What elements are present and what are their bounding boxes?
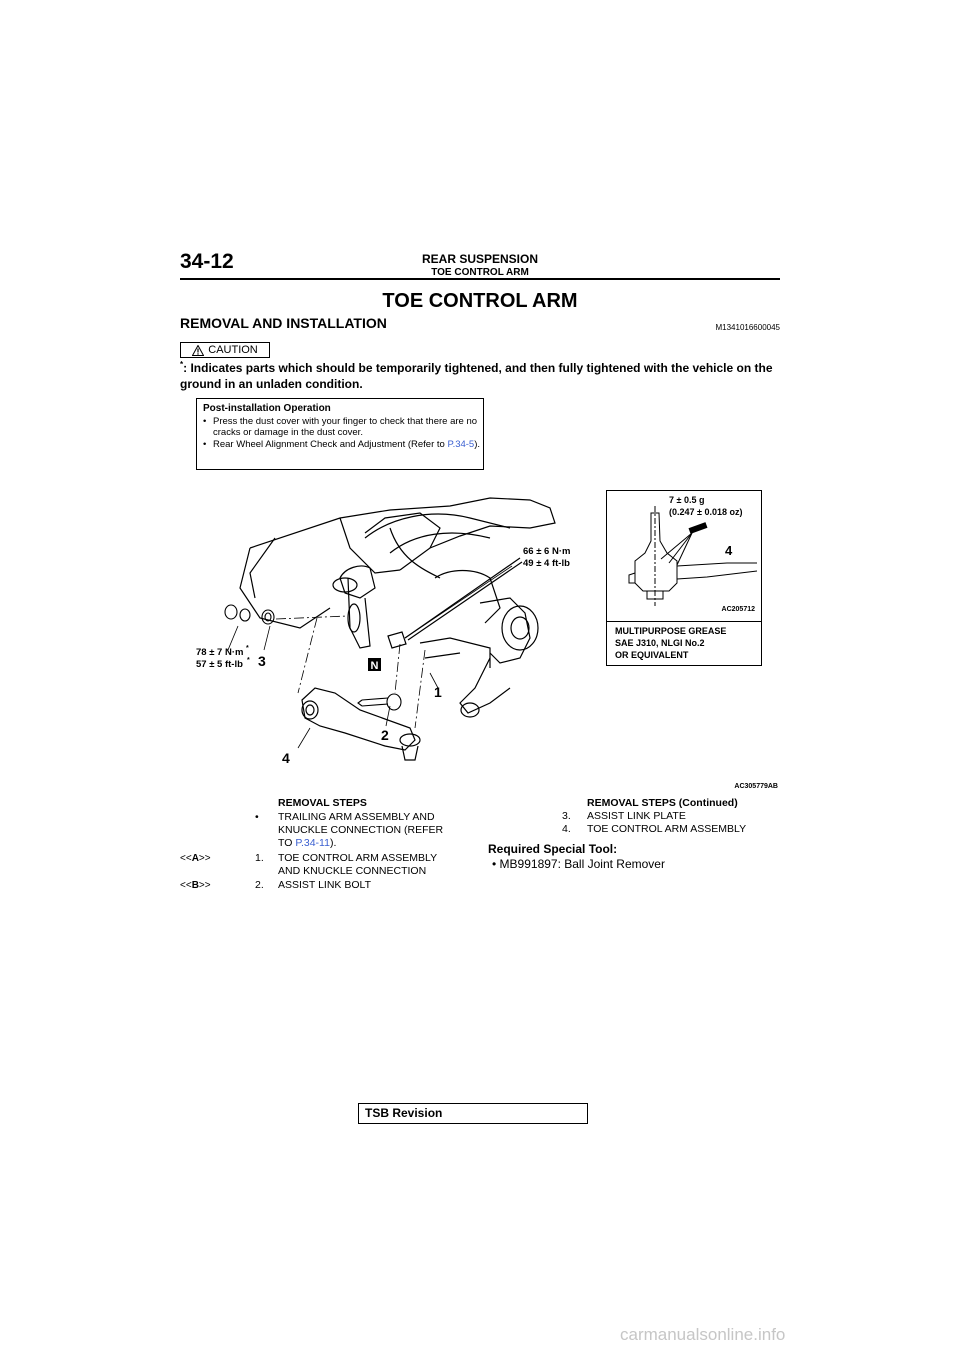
tsb-revision-label: TSB Revision	[365, 1106, 443, 1120]
figure-code: AC305779AB	[734, 783, 778, 790]
grease-spec-line: MULTIPURPOSE GREASE	[615, 626, 727, 636]
bullet: •	[203, 439, 207, 450]
service-point-code	[180, 852, 211, 865]
caution-badge	[180, 342, 270, 358]
header-rule	[180, 278, 780, 280]
post-installation-text-end: ).	[474, 439, 481, 450]
torque-upper-ftlb: 49 ± 4 ft-lb	[523, 558, 570, 569]
grease-gun-icon	[661, 522, 707, 565]
caution-label: CAUTION	[208, 344, 258, 356]
grease-amount: 7 ± 0.5 g	[669, 495, 705, 505]
special-tool-text: MB991897: Ball Joint Remover	[499, 857, 665, 871]
refer-text-end: ).	[329, 837, 337, 849]
asterisk-mark: *	[180, 360, 184, 369]
grease-amount-oz: (0.247 ± 0.018 oz)	[669, 507, 743, 517]
torque-upper-nm: 66 ± 6 N·m	[523, 546, 571, 557]
code-bracket: >>	[198, 853, 211, 864]
special-tool-item	[492, 857, 665, 871]
step-number: 3.	[562, 810, 571, 822]
code-bracket: <<	[180, 853, 192, 864]
post-installation-text: Press the dust cover with your finger to check that there are no cracks or damage in the dust cover.	[213, 416, 478, 438]
code-letter: A	[191, 853, 199, 864]
step-number: 2.	[255, 879, 264, 891]
bullet: •	[203, 416, 207, 427]
tsb-revision-box	[358, 1103, 588, 1124]
ball-joint-illustration	[629, 506, 757, 606]
removal-step-text: TOE CONTROL ARM ASSEMBLY	[587, 823, 747, 835]
removal-step-text	[278, 837, 336, 850]
watermark: carmanualsonline.info	[620, 1325, 786, 1344]
step-number: 4.	[562, 823, 571, 835]
removal-steps-continued-title: REMOVAL STEPS (Continued)	[587, 797, 738, 809]
washers-and-bushing	[225, 605, 274, 624]
procedure-title: REMOVAL AND INSTALLATION	[180, 315, 387, 331]
removal-step-text: ASSIST LINK PLATE	[587, 810, 686, 822]
code-bracket: <<	[180, 880, 192, 891]
removal-step-text: TRAILING ARM ASSEMBLY AND	[278, 811, 435, 823]
post-installation-text: Rear Wheel Alignment Check and Adjustment (Refer to	[213, 439, 448, 450]
document-code: M1341016600045	[715, 323, 780, 332]
code-bracket: >>	[198, 880, 211, 891]
post-installation-title: Post-installation Operation	[203, 403, 331, 414]
refer-text: TO	[278, 837, 296, 849]
removal-step-text: AND KNUCKLE CONNECTION	[278, 865, 427, 877]
service-point-code	[180, 879, 211, 892]
suspension-illustration	[240, 498, 555, 717]
caution-text: : Indicates parts which should be temporarily tightened, and then fully tightened with the vehicle on the ground in an unladen condition.	[180, 361, 773, 391]
inset-divider	[607, 621, 761, 622]
page-reference-link[interactable]: P.34-11	[295, 837, 330, 849]
inset-figure-code: AC205712	[721, 606, 755, 613]
grease-inset-box	[606, 490, 762, 666]
asterisk-mark: *	[247, 657, 250, 664]
caution-note	[180, 357, 780, 392]
code-letter: B	[191, 880, 199, 891]
removal-steps-title: REMOVAL STEPS	[278, 797, 367, 809]
ball-joint-detail	[607, 491, 761, 621]
special-tool-title: Required Special Tool:	[488, 842, 618, 856]
bullet: •	[492, 857, 497, 871]
warning-icon	[192, 345, 204, 356]
new-nut-label: N	[370, 660, 379, 672]
post-installation-item	[203, 439, 483, 450]
grease-spec-line: OR EQUIVALENT	[615, 650, 689, 660]
callout-3: 3	[258, 653, 266, 669]
torque-lower-ftlb: 57 ± 5 ft-lb	[196, 659, 243, 670]
grease-spec-line: SAE J310, NLGI No.2	[615, 638, 705, 648]
subsection-title: TOE CONTROL ARM	[431, 267, 529, 278]
asterisk-mark: *	[246, 645, 249, 652]
removal-step-text: TOE CONTROL ARM ASSEMBLY	[278, 852, 438, 864]
page-reference-link[interactable]: P.34-5	[447, 439, 475, 450]
page-title: TOE CONTROL ARM	[382, 290, 578, 312]
section-title: REAR SUSPENSION	[421, 252, 539, 266]
removal-step-text: ASSIST LINK BOLT	[278, 879, 371, 891]
torque-lower-nm: 78 ± 7 N·m	[196, 647, 244, 658]
bullet: •	[255, 811, 259, 823]
post-installation-item	[203, 416, 483, 438]
inset-callout-4: 4	[725, 543, 733, 558]
callout-2: 2	[381, 727, 389, 743]
step-number: 1.	[255, 852, 264, 864]
page-number: 34-12	[180, 250, 234, 273]
post-installation-box	[196, 398, 484, 470]
callout-1: 1	[434, 684, 442, 700]
callout-4: 4	[282, 750, 290, 766]
assist-link-bolt	[358, 694, 401, 710]
removal-step-text: KNUCKLE CONNECTION (REFER	[278, 824, 444, 836]
toe-control-arm	[302, 688, 420, 760]
